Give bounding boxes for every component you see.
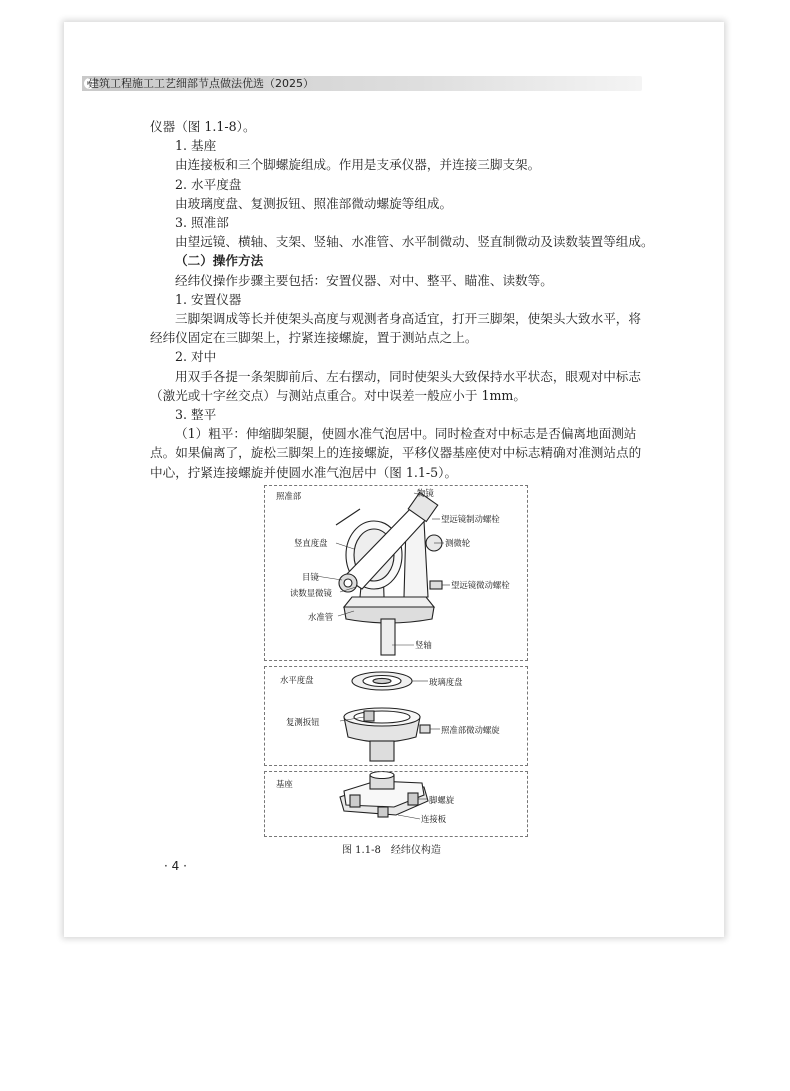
body-line: 仪器（图 1.1-8）。 bbox=[150, 119, 256, 134]
body-line: 3. 照准部 bbox=[175, 215, 229, 231]
panel-label-base: 基座 bbox=[276, 779, 293, 789]
body-line: 由望远镜、横轴、支架、竖轴、水准管、水平制微动、竖直制微动及读数装置等组成。 bbox=[175, 234, 654, 250]
callout-level-tube: 水准管 bbox=[308, 612, 334, 622]
running-header-title: 建筑工程施工工艺细部节点做法优选（2025） bbox=[88, 77, 314, 90]
body-line: 2. 水平度盘 bbox=[175, 176, 242, 192]
body-line: （激光或十字丝交点）与测站点重合。对中误差一般应小于 1mm。 bbox=[150, 387, 526, 403]
body-line: 经纬仪操作步骤主要包括：安置仪器、对中、整平、瞄准、读数等。 bbox=[175, 272, 553, 288]
figure-caption: 图 1.1-8 经纬仪构造 bbox=[342, 845, 441, 856]
body-text bbox=[150, 117, 654, 482]
callout-micrometer: 测微轮 bbox=[445, 538, 471, 548]
body-line: 中心，拧紧连接螺旋并使圆水准气泡居中（图 1.1-5）。 bbox=[150, 464, 458, 480]
body-line: 1. 安置仪器 bbox=[175, 291, 242, 307]
callout-reading-microscope: 读数显微镜 bbox=[290, 588, 332, 598]
theodolite-figure bbox=[264, 485, 528, 837]
body-line: （1）粗平：伸缩脚架腿，使圆水准气泡居中。同时检查对中标志是否偏离地面测站 bbox=[175, 426, 637, 442]
callout-base-plate: 连接板 bbox=[421, 814, 447, 824]
callout-glass-circle: 玻璃度盘 bbox=[429, 677, 463, 687]
callout-foot-screw: 脚螺旋 bbox=[429, 795, 455, 805]
callout-vertical-axis: 竖轴 bbox=[415, 640, 432, 650]
body-line: 三脚架调成等长并使架头高度与观测者身高适宜，打开三脚架，使架头大致水平，将 bbox=[175, 311, 641, 327]
callout-objective: 物镜 bbox=[417, 488, 434, 498]
page-number: · 4 · bbox=[164, 859, 187, 873]
panel-label-horizontal-circle: 水平度盘 bbox=[280, 675, 314, 685]
body-line: 3. 整平 bbox=[175, 407, 217, 423]
callout-alidade-fine-screw: 照准部微动螺旋 bbox=[441, 725, 500, 735]
panel-base bbox=[264, 771, 528, 837]
body-line: 点。如果偏离了，旋松三脚架上的连接螺旋，平移仪器基座使对中标志精确对准测站点的 bbox=[150, 445, 642, 461]
callout-eyepiece: 目镜 bbox=[302, 572, 319, 582]
body-line: 1. 基座 bbox=[175, 138, 217, 154]
panel-label-alidade: 照准部 bbox=[276, 491, 302, 501]
callout-telescope-clamp: 望远镜制动螺栓 bbox=[441, 514, 500, 524]
body-line: 经纬仪固定在三脚架上，拧紧连接螺旋，置于测站点之上。 bbox=[150, 330, 478, 346]
body-line: 由玻璃度盘、复测扳钮、照准部微动螺旋等组成。 bbox=[175, 195, 453, 211]
callout-repetition-clamp: 复测扳钮 bbox=[286, 717, 320, 727]
body-line: 用双手各提一条架脚前后、左右摆动，同时使架头大致保持水平状态，眼观对中标志 bbox=[175, 368, 641, 384]
body-line: 由连接板和三个脚螺旋组成。作用是支承仪器，并连接三脚支架。 bbox=[175, 157, 541, 173]
callout-vertical-circle: 竖直度盘 bbox=[294, 538, 328, 548]
callout-telescope-fine: 望远镜微动螺栓 bbox=[451, 580, 510, 590]
body-line: 2. 对中 bbox=[175, 349, 217, 365]
section-heading: （二）操作方法 bbox=[175, 253, 264, 269]
